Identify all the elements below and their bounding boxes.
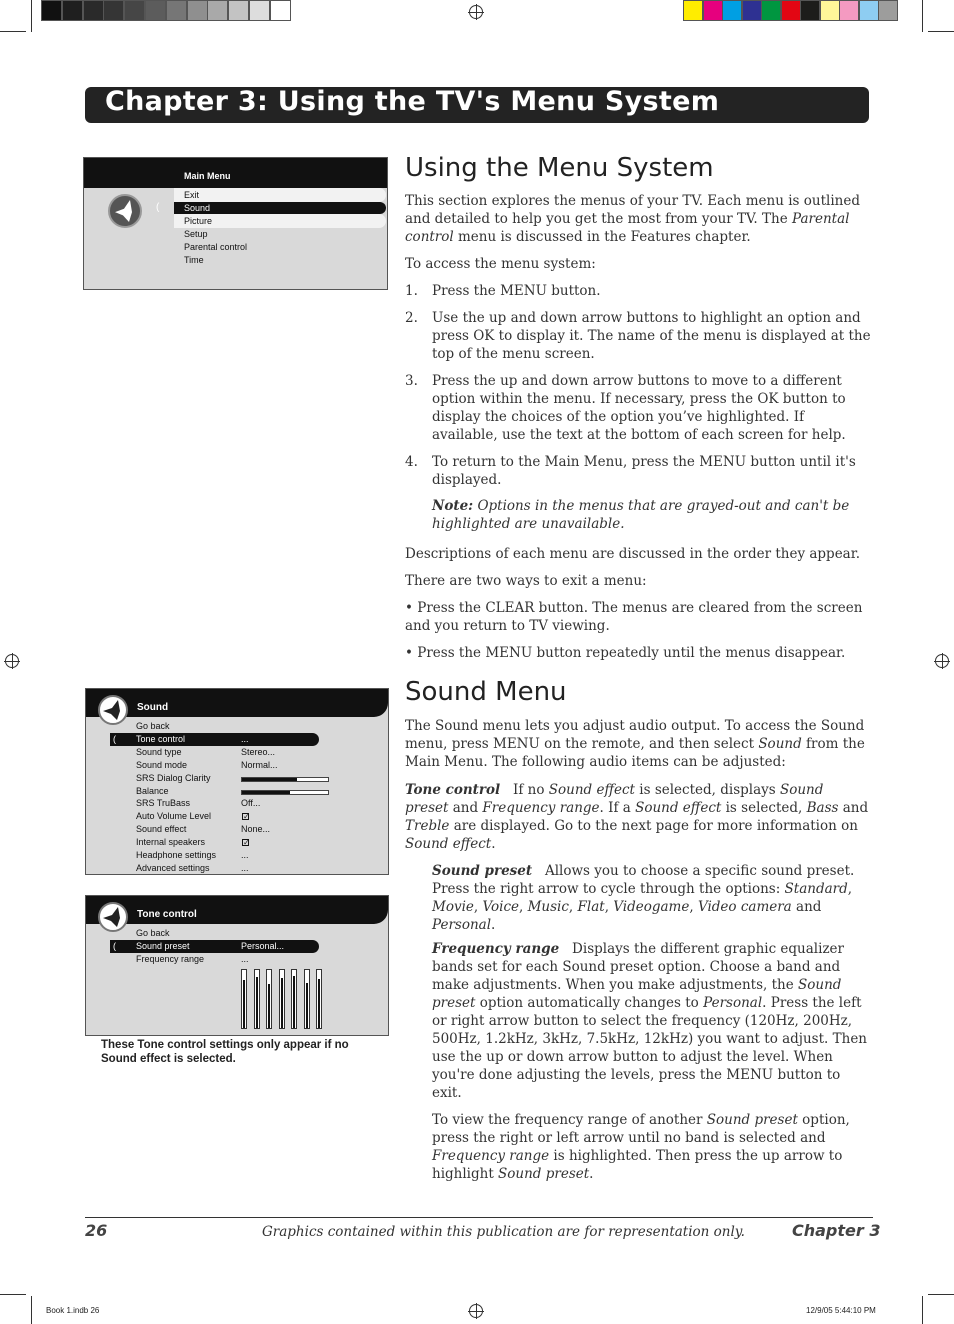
menu-title: Tone control (137, 909, 197, 920)
preset-option: Flat (577, 899, 605, 915)
menu-item[interactable]: Auto Volume Level (136, 811, 212, 822)
menu-item[interactable]: Exit (184, 190, 200, 200)
slug-file: Book 1.indb 26 (46, 1306, 100, 1315)
checkbox-checked-icon[interactable]: ✓ (243, 838, 250, 848)
color-swatch (761, 0, 781, 21)
eq-band[interactable] (241, 969, 247, 1029)
bullet-item: • Press the MENU button repeatedly until the menus disappear. (405, 645, 846, 661)
menu-item[interactable]: Sound preset (136, 941, 190, 951)
step-item (405, 309, 871, 363)
slug-date: 12/9/05 5:44:10 PM (806, 1306, 876, 1315)
gray-swatch (103, 0, 124, 21)
paragraph: This section explores the menus of your TV. Each menu is outlined and detailed to help you get the most from your TV. The Parental control menu is discussed in the Features chapter. (405, 193, 860, 245)
step-item (405, 453, 871, 489)
menu-value: ... (241, 862, 249, 873)
menu-value: ... (241, 733, 249, 744)
color-swatch (703, 0, 723, 21)
menu-item[interactable]: Go back (136, 928, 170, 938)
step-number: 2. (405, 310, 418, 326)
crop-mark (922, 1296, 923, 1324)
frequency-range-description: Frequency range Displays the different graphic equalizer bands set for each Sound preset option. Choose a band and make adjustments. When you make adjustments, the Sound preset option automatically changes to Personal. Press the left or right arrow button to select the frequency (120Hz, 200Hz, 500Hz, 1.2kHz, 3kHz, 7.5kHz, 12kHz) you want to adjust. Then use the up or down arrow button to adjust the level. When you're done adjusting the levels, press the MENU button to exit. (432, 941, 867, 1101)
step-text: Press the up and down arrow buttons to move to a different option within the menu. If necessary, press the OK button to display the choices of the option you’ve highlighted. If available, use the text at the bottom of each screen for help. (432, 373, 846, 443)
color-swatch (878, 0, 898, 21)
menu-header (86, 689, 388, 717)
crop-mark (928, 31, 954, 32)
bullet-item: • Press the CLEAR button. The menus are cleared from the screen and you return to TV viewing. (405, 600, 863, 634)
balance-slider[interactable] (241, 790, 329, 795)
eq-band-fill (293, 976, 295, 1028)
menu-item[interactable]: Sound mode (136, 759, 188, 770)
crop-mark (0, 1294, 26, 1295)
gray-swatch (41, 0, 62, 21)
section-body (405, 717, 871, 1192)
menu-value: Normal... (241, 759, 278, 770)
menu-item[interactable]: SRS Dialog Clarity (136, 772, 211, 783)
menu-item[interactable]: Go back (136, 721, 170, 731)
speaker-icon (108, 194, 142, 228)
selector-arrow-icon: ( (113, 734, 116, 744)
gray-swatch (166, 0, 187, 21)
color-swatch (683, 0, 703, 21)
preset-option: Standard (784, 881, 848, 897)
eq-band-fill (306, 983, 308, 1028)
menu-item[interactable]: Time (184, 255, 204, 265)
menu-item[interactable]: Tone control (136, 733, 186, 744)
gray-swatch (83, 0, 104, 21)
preset-option: Music (527, 899, 569, 915)
gray-swatch (187, 0, 208, 21)
menu-value: Stereo... (241, 746, 276, 757)
main-menu-screen (83, 157, 388, 290)
menu-item[interactable]: Sound effect (136, 824, 187, 835)
registration-mark-icon (469, 5, 483, 19)
color-swatch (800, 0, 820, 21)
step-number: 1. (405, 283, 418, 299)
preset-option: Videogame (613, 899, 690, 915)
step-text: To return to the Main Menu, press the MENU button until it's displayed. (432, 454, 856, 488)
paragraph: The Sound menu lets you adjust audio output. To access the Sound menu, press MENU on the remote, and then select Sound from the Main Menu. The following audio items can be adjusted: (405, 718, 865, 770)
steps-list (405, 282, 871, 489)
eq-band[interactable] (291, 969, 297, 1029)
menu-item[interactable]: Internal speakers (136, 837, 206, 848)
color-swatch (859, 0, 879, 21)
step-text: Use the up and down arrow buttons to highlight an option and press OK to display it. The name of the menu is displayed at the top of the menu screen. (432, 310, 871, 362)
preset-option: Movie (432, 899, 474, 915)
dialog-clarity-slider[interactable] (241, 777, 329, 782)
color-swatch (722, 0, 742, 21)
eq-band[interactable] (266, 969, 272, 1029)
color-swatch (820, 0, 840, 21)
gray-swatch (249, 0, 270, 21)
eq-band-fill (268, 984, 270, 1028)
menu-value: None... (241, 824, 271, 835)
step-number: 4. (405, 454, 418, 470)
eq-band[interactable] (254, 969, 260, 1029)
menu-value: Personal... (241, 941, 285, 951)
eq-band[interactable] (316, 969, 322, 1029)
step-item (405, 372, 871, 444)
color-swatch (742, 0, 762, 21)
paragraph: Descriptions of each menu are discussed in the order they appear. (405, 546, 860, 562)
menu-title: Sound (137, 702, 169, 713)
menu-header (84, 158, 387, 188)
tone-control-caption: These Tone control settings only appear if no Sound effect is selected. (101, 1039, 349, 1065)
gray-swatch (270, 0, 291, 21)
menu-item[interactable]: Headphone settings (136, 850, 217, 860)
menu-title: Main Menu (184, 171, 231, 181)
menu-item[interactable]: Sound (184, 203, 211, 213)
step-number: 3. (405, 373, 418, 389)
page-number: 26 (85, 1221, 108, 1240)
eq-band-fill (256, 977, 258, 1028)
menu-value: Off... (241, 798, 261, 809)
crop-mark (0, 31, 26, 32)
menu-item[interactable]: SRS TruBass (136, 798, 191, 809)
selector-arrow-icon: ( (156, 202, 160, 213)
section-heading: Using the Menu System (405, 153, 714, 183)
speaker-icon (98, 695, 128, 725)
color-swatch (781, 0, 801, 21)
sound-preset-description: Sound preset Allows you to choose a specific sound preset. Press the right arrow to cycle through the options: Standard, Movie, Voice, Music, Flat, Videogame, Video camera and Personal. (432, 863, 859, 933)
slider-fill (242, 791, 290, 794)
crop-mark (31, 1296, 32, 1324)
gray-swatch (62, 0, 83, 21)
menu-item[interactable]: Picture (184, 216, 213, 226)
preset-option: Video camera (697, 899, 792, 915)
crop-mark (922, 0, 923, 32)
eq-band-fill (281, 978, 283, 1028)
registration-mark-icon (5, 654, 19, 668)
paragraph: There are two ways to exit a menu: (405, 573, 647, 589)
chapter-title: Chapter 3: Using the TV's Menu System (105, 86, 720, 117)
footer-chapter: Chapter 3 (792, 1221, 881, 1240)
menu-item[interactable]: Advanced settings (136, 862, 210, 873)
speaker-icon (98, 902, 128, 932)
footer-note: Graphics contained within this publication are for representation only. (262, 1224, 745, 1240)
menu-value: ... (241, 954, 249, 964)
sound-menu-screen (85, 688, 389, 875)
step-text: Press the MENU button. (432, 283, 601, 299)
section-heading: Sound Menu (405, 677, 567, 707)
menu-value: ... (241, 850, 249, 860)
registration-mark-icon (935, 654, 949, 668)
note: Note: Options in the menus that are grayed-out and can't be highlighted are unavailable. (432, 498, 850, 532)
paragraph: To view the frequency range of another Sound preset option, press the right or left arrow until no band is selected and Frequency range is highlighted. Then press the up arrow to highlight Sound preset. (432, 1112, 850, 1182)
gray-swatch (145, 0, 166, 21)
menu-header (86, 896, 388, 924)
registration-mark-icon (469, 1304, 483, 1318)
tone-control-screen (85, 895, 389, 1036)
footer-rule (85, 1217, 873, 1218)
menu-item[interactable]: Setup (184, 229, 208, 239)
menu-item[interactable]: Balance (136, 785, 169, 796)
slider-fill (242, 778, 297, 781)
crop-mark (31, 0, 32, 32)
menu-item[interactable]: Frequency range (136, 954, 205, 964)
eq-band-fill (243, 980, 245, 1028)
preset-option: Voice (482, 899, 519, 915)
color-swatch (839, 0, 859, 21)
gray-swatch (207, 0, 228, 21)
eq-band[interactable] (279, 969, 285, 1029)
step-item (405, 282, 871, 300)
eq-band[interactable] (304, 969, 310, 1029)
checkbox-checked-icon[interactable]: ✓ (243, 812, 250, 822)
menu-item[interactable]: Sound type (136, 746, 182, 757)
crop-mark (928, 1294, 954, 1295)
gray-swatch (228, 0, 249, 21)
paragraph: To access the menu system: (405, 256, 596, 272)
section-body (405, 192, 871, 671)
menu-item[interactable]: Parental control (184, 242, 248, 252)
tone-control-description: Tone control If no Sound effect is selected, displays Sound preset and Frequency range. If a Sound effect is selected, Bass and Treble are displayed. Go to the next page for more information on Sound effect. (405, 782, 869, 852)
menu-item-background (174, 188, 386, 202)
eq-band-fill (318, 979, 320, 1028)
selector-arrow-icon: ( (113, 941, 116, 951)
gray-swatch (124, 0, 145, 21)
